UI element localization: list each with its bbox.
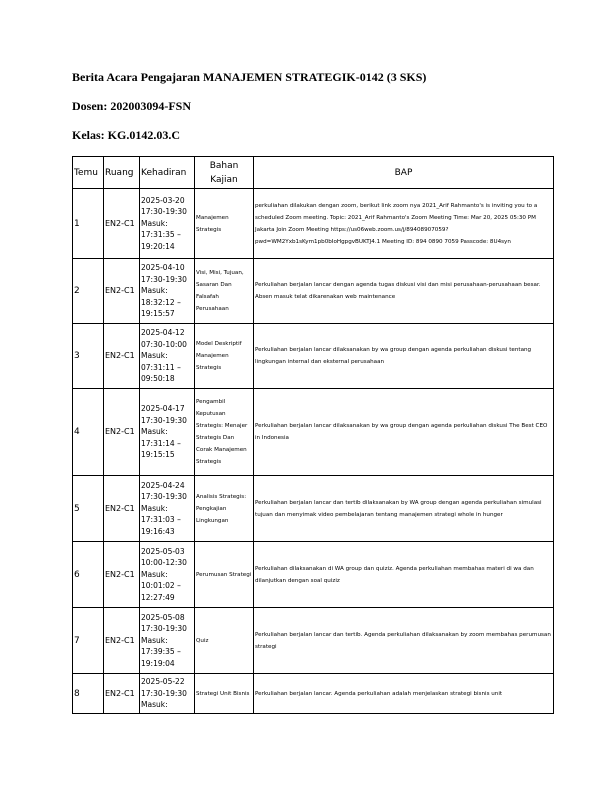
cell-temu: 4 — [73, 389, 104, 476]
table-row — [73, 542, 554, 608]
table-row — [73, 389, 554, 476]
cell-kehadiran: 2025-04-24 17:30-19:30 Masuk: 17:31:03 – 19:16:43 — [140, 476, 195, 542]
cell-bap: Perkuliahan berjalan lancar dilaksanakan by wa group dengan agenda perkuliahan diskusi tentang lingkungan internal dan eksternal perusahaan — [254, 324, 554, 389]
cell-temu: 6 — [73, 542, 104, 608]
cell-ruang: EN2-C1 — [104, 608, 140, 674]
cell-kehadiran: 2025-04-10 17:30-19:30 Masuk: 18:32:12 – 19:15:57 — [140, 259, 195, 324]
cell-bahan-kajian: Analisis Strategis: Pengkajian Lingkungan — [195, 476, 254, 542]
cell-bap: Perkuliahan berjalan lancar dan tertib. Agenda perkuliahan dilaksanakan by zoom membahas perumusan strategi — [254, 608, 554, 674]
bap-table — [72, 156, 554, 714]
cell-bap: Perkuliahan berjalan lancar dengan agenda tugas diskusi visi dan misi perusahaan-perusahaan besar. Absen masuk telat dikarenakan web maintenance — [254, 259, 554, 324]
cell-ruang: EN2-C1 — [104, 259, 140, 324]
cell-bahan-kajian: Visi, Misi, Tujuan, Sasaran Dan Falsafah Perusahaan — [195, 259, 254, 324]
cell-temu: 2 — [73, 259, 104, 324]
cell-temu: 8 — [73, 674, 104, 714]
cell-ruang: EN2-C1 — [104, 542, 140, 608]
table-row — [73, 259, 554, 324]
cell-temu: 7 — [73, 608, 104, 674]
cell-bahan-kajian: Model Deskriptif Manajemen Strategis — [195, 324, 254, 389]
cell-kehadiran: 2025-05-08 17:30-19:30 Masuk: 17:39:35 – 19:19:04 — [140, 608, 195, 674]
column-header-bap: BAP — [254, 157, 554, 189]
cell-bap: Perkuliahan berjalan lancar dan tertib dilaksanakan by WA group dengan agenda perkuliahan simulasi tujuan dan menyimak video pembelajaran tentang manajemen strategi whole in hunger — [254, 476, 554, 542]
table-row — [73, 324, 554, 389]
column-header-ruang: Ruang — [104, 157, 140, 189]
cell-kehadiran: 2025-05-03 10:00-12:30 Masuk: 10:01:02 – 12:27:49 — [140, 542, 195, 608]
cell-temu: 5 — [73, 476, 104, 542]
cell-bahan-kajian: Quiz — [195, 608, 254, 674]
cell-bap: perkuliahan dilakukan dengan zoom, berikut link zoom nya 2021_Arif Rahmanto's is inviting you to a scheduled Zoom meeting. Topic: 2021_Arif Rahmanto's Zoom Meeting Time: Mar 20, 2025 05:30 PM Jakarta Join Zoom Meeting https://us06web.zoom.us/j/89408907059?pwd=WM2Yxb1sKym1pb0bIoHgpgvBUKTJ4.1 Meeting ID: 894 0890 7059 Passcode: 8U4syn — [254, 189, 554, 259]
cell-ruang: EN2-C1 — [104, 674, 140, 714]
table-row — [73, 189, 554, 259]
cell-ruang: EN2-C1 — [104, 189, 140, 259]
cell-bap: Perkuliahan dilaksanakan di WA group dan quiziz. Agenda perkuliahan membahas materi di wa dan dilanjutkan dengan soal quiziz — [254, 542, 554, 608]
cell-ruang: EN2-C1 — [104, 476, 140, 542]
table-row — [73, 608, 554, 674]
column-header-temu: Temu — [73, 157, 104, 189]
cell-kehadiran: 2025-05-22 17:30-19:30 Masuk: — [140, 674, 195, 714]
lecturer-label: Dosen: 202003094-FSN — [72, 99, 191, 113]
cell-bahan-kajian: Perumusan Strategi — [195, 542, 254, 608]
cell-kehadiran: 2025-04-12 07:30-10:00 Masuk: 07:31:11 – 09:50:18 — [140, 324, 195, 389]
cell-bap: Perkuliahan berjalan lancar. Agenda perkuliahan adalah menjelaskan strategi bisnis unit — [254, 674, 554, 714]
cell-temu: 1 — [73, 189, 104, 259]
class-label: Kelas: KG.0142.03.C — [72, 128, 180, 142]
cell-bahan-kajian: Pengambil Keputusan Strategis: Menajer Strategis Dan Corak Manajemen Strategis — [195, 389, 254, 476]
cell-kehadiran: 2025-03-20 17:30-19:30 Masuk: 17:31:35 – 19:20:14 — [140, 189, 195, 259]
cell-ruang: EN2-C1 — [104, 389, 140, 476]
table-row — [73, 476, 554, 542]
table-header-row — [73, 157, 554, 189]
cell-ruang: EN2-C1 — [104, 324, 140, 389]
cell-bahan-kajian: Strategi Unit Bisnis — [195, 674, 254, 714]
cell-bahan-kajian: Manajemen Strategis — [195, 189, 254, 259]
table-row — [73, 674, 554, 714]
cell-temu: 3 — [73, 324, 104, 389]
column-header-bahan-kajian: Bahan Kajian — [195, 157, 254, 189]
cell-kehadiran: 2025-04-17 17:30-19:30 Masuk: 17:31:14 – 19:15:15 — [140, 389, 195, 476]
cell-bap: Perkuliahan berjalan lancar dilaksanakan by wa group dengan agenda perkuliahan diskusi The Best CEO in Indonesia — [254, 389, 554, 476]
column-header-kehadiran: Kehadiran — [140, 157, 195, 189]
document-title: Berita Acara Pengajaran MANAJEMEN STRATEGIK-0142 (3 SKS) — [72, 70, 427, 84]
